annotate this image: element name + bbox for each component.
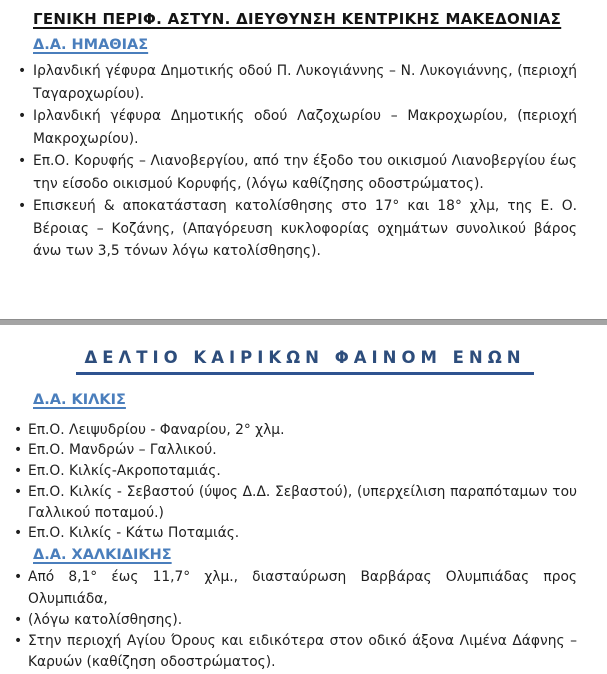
bullet-item: • Από 8,1° έως 11,7° χλμ., διασταύρωση Βαρβάρας Ολυμπιάδας προς Ολυμπιάδα,	[28, 567, 577, 610]
bullet-item: • Στην περιοχή Αγίου Όρους και ειδικότερα στον οδικό άξονα Λιμένα Δάφνης – Καρυών (καθίζηση οδοστρώματος).	[28, 631, 577, 674]
region-weather-bulletin	[28, 347, 577, 674]
bullet-item: • Επ.Ο. Κορυφής – Λιανοβεργίου, από την έξοδο του οικισμού Λιανοβεργίου έως την είσοδο οικισμού Κορυφής, (λόγω καθίζησης οδοστρώματος).	[33, 150, 577, 195]
bullet-item: • Ιρλανδική γέφυρα Δημοτικής οδού Π. Λυκογιάννης – Ν. Λυκογιάννης, (περιοχή Ταγαροχωρίου).	[33, 60, 577, 105]
bullet-item: • Επ.Ο. Λειψυδρίου - Φαναρίου, 2° χλμ.	[28, 420, 577, 441]
imathias-bullet-list	[33, 60, 577, 263]
bullet-item: • Επισκευή & αποκατάσταση κατολίσθησης στο 17° και 18° χλμ, της Ε. Ο. Βέροιας – Κοζάνης, (Απαγόρευση κυκλοφορίας οχημάτων συνολικού βάρος άνω των 3,5 τόνων λόγω κατολίσθησης).	[33, 195, 577, 263]
bullet-item: • Επ.Ο. Κιλκίς-Ακροποταμιάς.	[28, 461, 577, 482]
kilkis-bullet-list	[28, 420, 577, 545]
bullet-item: • Επ.Ο. Κιλκίς - Σεβαστού (ύψος Δ.Δ. Σεβαστού), (υπερχείλιση παραπόταμων του Γαλλικού ποταμού.)	[28, 482, 577, 524]
section-heading-kilkis: Δ.Α. ΚΙΛΚΙΣ	[33, 391, 126, 408]
section-heading-chalkidiki: Δ.Α. ΧΑΛΚΙΔΙΚΗΣ	[33, 547, 172, 564]
bullet-item: • Ιρλανδική γέφυρα Δημοτικής οδού Λαζοχωρίου – Μακροχωρίου, (περιοχή Μακροχωρίου).	[33, 105, 577, 150]
weather-bulletin-title-wrap	[33, 347, 577, 375]
region-imathias	[33, 9, 577, 263]
section-heading-imathias: Δ.Α. ΗΜΑΘΙΑΣ	[33, 37, 149, 53]
chalkidiki-bullet-list	[28, 567, 577, 673]
page-break-separator	[0, 319, 607, 325]
bullet-item: • Επ.Ο. Κιλκίς - Κάτω Ποταμιάς.	[28, 523, 577, 544]
document-page	[0, 9, 607, 674]
bullet-item: • Επ.Ο. Μανδρών – Γαλλικού.	[28, 440, 577, 461]
bullet-item: • (λόγω κατολίσθησης).	[28, 610, 577, 631]
weather-bulletin-title: ΔΕΛΤΙΟ ΚΑΙΡΙΚΩΝ ΦΑΙΝΟΜ ΕΝΩΝ	[76, 347, 533, 375]
general-directorate-title: ΓΕΝΙΚΗ ΠΕΡΙΦ. ΑΣΤΥΝ. ΔΙΕΥΘΥΝΣΗ ΚΕΝΤΡΙΚΗΣ ΜΑΚΕΔΟΝΙΑΣ	[33, 10, 562, 28]
